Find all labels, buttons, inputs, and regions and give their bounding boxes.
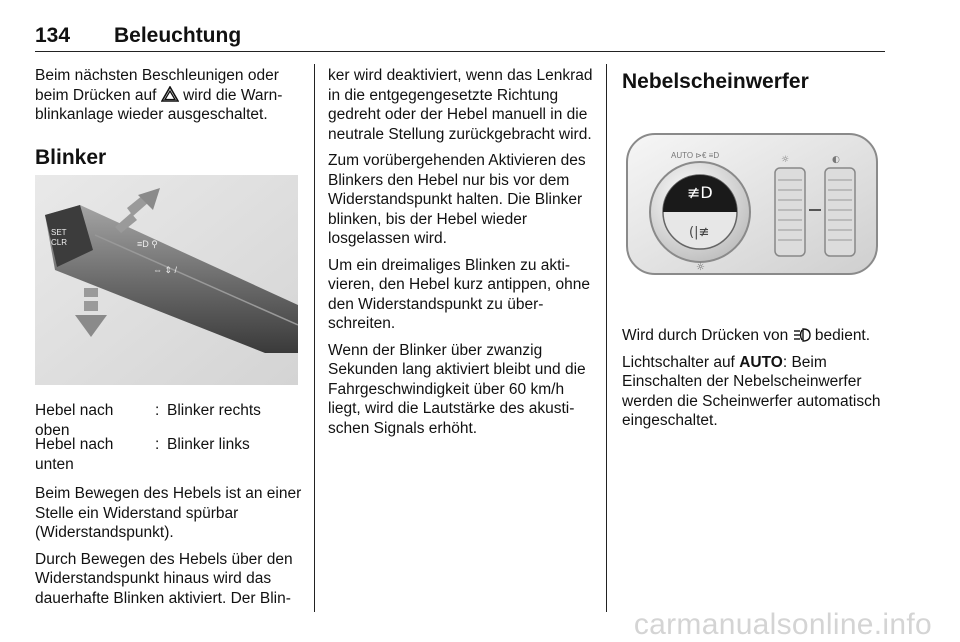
watermark: carmanualsonline.info [633,608,932,641]
intro-text: Beim nächsten Beschleunigen oder beim Drücken auf wird die Warn- blinkanlage wieder ausgeschaltet. [35,67,283,123]
front-fog-icon: ≢D [687,183,713,202]
row-value-up: Blinker rechts [167,402,261,419]
svg-text:⇔ ⇕ /: ⇔ ⇕ / [153,265,178,275]
light-switch-figure [625,132,881,280]
section-heading-nebel: Nebelscheinwerfer [622,70,809,93]
paragraph: Zum vorübergehenden Aktivieren des Blinkers den Hebel nur bis vor dem Widerstandspunkt halten. Die Blinker blinken, bis der Hebel wieder losgelassen wird. [328,152,586,247]
col2-body [328,66,594,445]
col3-body [622,326,884,438]
row-sep-up: : [155,402,160,419]
svg-text:◐: ◐ [832,155,840,165]
header-rule [35,51,885,52]
column-divider-1 [314,64,315,612]
paragraph: Durch Bewegen des Hebels über den Widerstandspunkt hinaus wird das dauerhafte Blinken aktiviert. Der Blin- [35,550,293,607]
svg-text:☼: ☼ [696,262,705,273]
paragraph: ker wird deaktiviert, wenn das Lenkrad in die entgegengesetzte Richtung gedreht oder der Hebel manuell in die neutrale Stellung zurückgebracht wird. [328,67,593,143]
set-clr-label: SET [51,228,67,237]
fog-light-icon [793,328,811,342]
row-value-down: Blinker links [167,436,250,453]
paragraph: Um ein dreimaliges Blinken zu aktivieren, den Hebel kurz antippen, ohne den Widerstandspunkt zu überschreiten. [328,256,590,332]
svg-text:CLR: CLR [51,238,68,247]
column-divider-2 [606,64,607,612]
row-key-down: Hebel nach unten [35,436,114,473]
col1-body [35,484,305,615]
paragraph: Lichtschalter auf AUTO: Beim Einschalten der Nebelscheinwerfer werden die Scheinwerfer automatisch eingeschaltet. [622,353,881,429]
section-heading-blinker: Blinker [35,146,107,169]
turn-signal-lever-figure [35,175,298,385]
paragraph: Beim Bewegen des Hebels ist an einer Stelle ein Widerstand spürbar (Widerstandspunkt). [35,485,302,541]
svg-text:☼: ☼ [781,155,790,165]
svg-text:≡D ⚲: ≡D ⚲ [137,239,158,249]
rear-fog-icon: (|≢ [689,225,710,240]
page-title: Beleuchtung [114,24,242,47]
paragraph: Wird durch Drücken von bedient. [622,327,871,344]
paragraph: Wenn der Blinker über zwanzig Sekunden lang aktiviert bleibt und die Fahrgeschwindigkeit über 60 km/h liegt, wird die Lautstärke des akustischen Signals erhöht. [328,341,586,437]
auto-label: AUTO ⊳€ ≡D [671,151,720,160]
row-key-up: Hebel nach oben [35,402,114,439]
row-sep-down: : [155,436,160,453]
page-number: 134 [35,24,71,47]
hazard-warning-icon [161,86,179,102]
